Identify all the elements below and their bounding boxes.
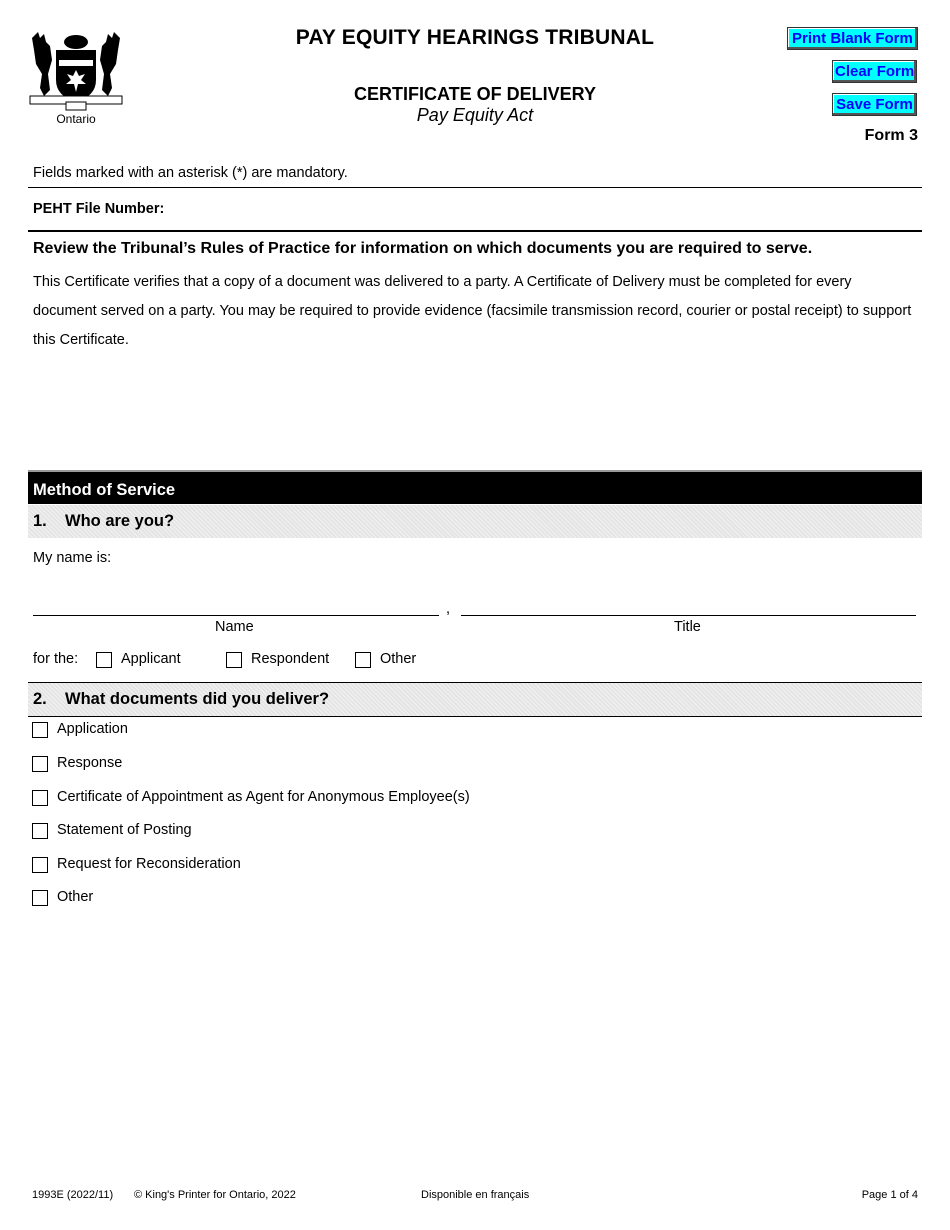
name-input[interactable] [33, 590, 439, 614]
divider [28, 230, 922, 232]
name-title-separator: , [446, 601, 451, 617]
name-underline [33, 615, 439, 616]
other-party-label: Other [380, 651, 417, 667]
question-number: 1. [33, 512, 47, 530]
method-of-service-header: Method of Service [28, 470, 922, 504]
other-document-checkbox[interactable] [32, 890, 48, 906]
file-number-label: PEHT File Number: [33, 201, 165, 217]
document-label: Request for Reconsideration [57, 856, 241, 872]
clear-form-button[interactable]: Clear Form [832, 60, 917, 83]
divider [28, 716, 922, 717]
statement-of-posting-checkbox[interactable] [32, 823, 48, 839]
title-caption: Title [674, 619, 701, 635]
name-caption: Name [215, 619, 254, 635]
application-checkbox[interactable] [32, 722, 48, 738]
other-party-checkbox[interactable] [355, 652, 371, 668]
form-code: 1993E (2022/11) [32, 1189, 114, 1201]
question-2-header [28, 683, 922, 716]
act-name: Pay Equity Act [416, 105, 534, 125]
question-number: 2. [33, 690, 47, 708]
intro-paragraph: This Certificate verifies that a copy of a document was delivered to a party. A Certificate of Delivery must be completed for every document served on a party. You may be required to provide evidence (facsimile transmission record, courier or postal receipt) to support this Certificate. [33, 274, 912, 348]
title-input[interactable] [461, 590, 916, 614]
logo-caption: Ontario [56, 112, 96, 126]
document-label: Other [57, 889, 94, 905]
title-underline [461, 615, 916, 616]
certificate-of-appointment-checkbox[interactable] [32, 790, 48, 806]
form-subtitle: CERTIFICATE OF DELIVERY [353, 84, 596, 104]
copyright: © King's Printer for Ontario, 2022 [134, 1189, 296, 1201]
respondent-label: Respondent [251, 651, 330, 667]
french-availability: Disponible en français [421, 1189, 530, 1201]
my-name-label: My name is: [33, 550, 112, 566]
review-heading: Review the Tribunal’s Rules of Practice for information on which documents you are required to serve. [33, 240, 813, 257]
page-title: PAY EQUITY HEARINGS TRIBUNAL [295, 26, 655, 49]
page-number: Page 1 of 4 [861, 1189, 918, 1201]
question-title: What documents did you deliver? [65, 690, 330, 708]
file-number-input[interactable] [180, 196, 910, 222]
document-label: Application [57, 721, 128, 737]
mandatory-note: Fields marked with an asterisk (*) are mandatory. [33, 165, 348, 181]
print-blank-form-button[interactable]: Print Blank Form [787, 27, 918, 50]
document-label: Statement of Posting [57, 822, 192, 838]
document-label: Response [57, 755, 123, 771]
for-the-label: for the: [33, 651, 79, 667]
save-form-button[interactable]: Save Form [832, 93, 917, 116]
question-title: Who are you? [65, 512, 175, 530]
form-number: Form 3 [864, 127, 918, 144]
divider [28, 187, 922, 188]
request-for-reconsideration-checkbox[interactable] [32, 857, 48, 873]
question-1-header [28, 505, 922, 538]
applicant-label: Applicant [121, 651, 181, 667]
applicant-checkbox[interactable] [96, 652, 112, 668]
document-label: Certificate of Appointment as Agent for Anonymous Employee(s) [57, 789, 470, 805]
respondent-checkbox[interactable] [226, 652, 242, 668]
response-checkbox[interactable] [32, 756, 48, 772]
